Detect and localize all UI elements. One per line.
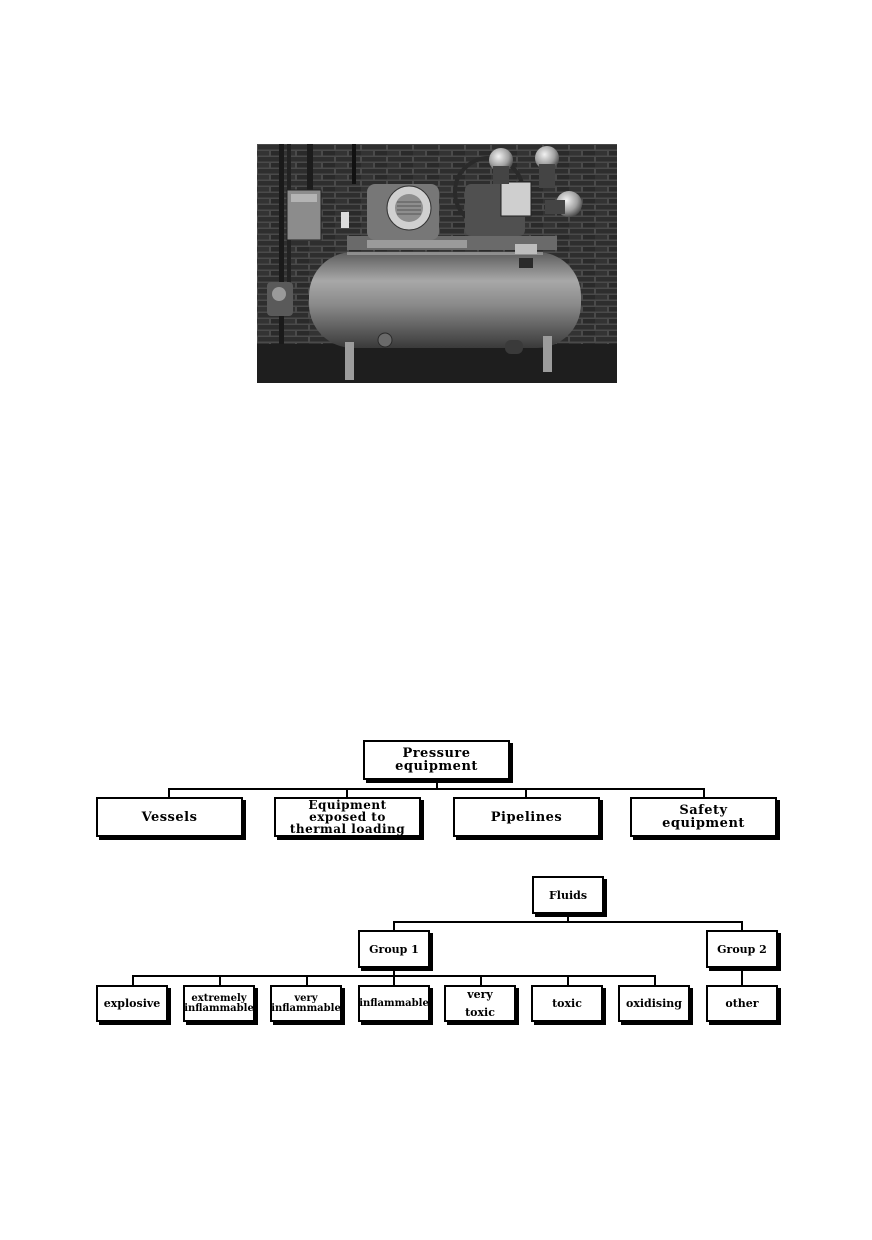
pipelines-label: Pipelines xyxy=(490,809,563,825)
fluid-very-toxic-node xyxy=(444,985,516,1022)
safety-equipment-node xyxy=(630,797,777,837)
group-1-node xyxy=(358,930,430,968)
fluid-inflammable-label: inflammable xyxy=(359,997,429,1009)
fluid-inflammable-node xyxy=(358,985,430,1022)
fluids-node xyxy=(532,876,604,914)
fluids-label: Fluids xyxy=(548,888,588,902)
air-compressor-photo xyxy=(257,144,617,383)
connector xyxy=(168,788,704,790)
group-2-label: Group 2 xyxy=(717,942,767,956)
safety-equipment-label: Safety equipment xyxy=(662,803,745,831)
fluid-very-inflammable-node xyxy=(270,985,342,1022)
fluid-oxidising-node xyxy=(618,985,690,1022)
fluid-extremely-inflammable-node xyxy=(183,985,255,1022)
group-2-node xyxy=(706,930,778,968)
fluid-explosive-label: explosive xyxy=(103,997,161,1010)
fluid-toxic-node xyxy=(531,985,603,1022)
vessels-label: Vessels xyxy=(141,809,198,825)
fluid-explosive-node xyxy=(96,985,168,1022)
fluid-oxidising-label: oxidising xyxy=(625,997,682,1010)
fluid-very-toxic-label: very toxic xyxy=(465,987,495,1019)
fluid-extremely-inflammable-label: extremely inflammable xyxy=(184,992,254,1014)
fluid-other-label: other xyxy=(725,997,759,1010)
vessels-node xyxy=(96,797,243,837)
fluid-very-inflammable-label: very inflammable xyxy=(271,992,341,1014)
group-1-label: Group 1 xyxy=(369,942,419,956)
connector xyxy=(393,921,743,923)
pressure-equipment-label: Pressure equipment xyxy=(395,746,478,774)
fluid-toxic-label: toxic xyxy=(552,997,582,1010)
connector xyxy=(741,967,743,986)
thermal-loading-node xyxy=(274,797,421,837)
pressure-equipment-node xyxy=(363,740,510,780)
thermal-loading-label: Equipment exposed to thermal loading xyxy=(289,798,406,836)
pipelines-node xyxy=(453,797,600,837)
fluid-other-node xyxy=(706,985,778,1022)
